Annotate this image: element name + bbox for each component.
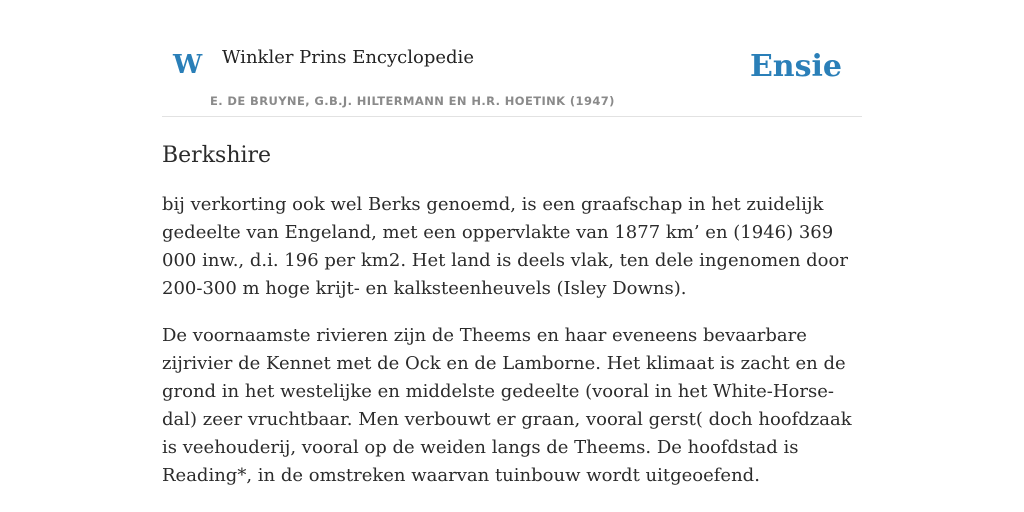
- page-container: [162, 0, 862, 490]
- publication-header: [162, 0, 862, 117]
- ensie-brand-link[interactable]: Ensie: [749, 49, 842, 84]
- article-title: Berkshire: [162, 143, 272, 168]
- article-paragraph-1: bij verkorting ook wel Berks genoemd, is een graafschap in het zuidelijk gedeelte van Engeland, met een oppervlakte van 1877 km’ en (1946) 369 000 inw., d.i. 196 per km2. Het land is deels vlak, ten dele ingenomen door 200-300 m hoge krijt- en kalksteenheuvels (Isley Downs).: [162, 194, 848, 300]
- publication-title[interactable]: Winkler Prins Encyclopedie: [222, 47, 474, 68]
- winkler-prins-logo[interactable]: W: [173, 50, 203, 80]
- article-paragraph-2: De voornaamste rivieren zijn de Theems en haar eveneens bevaarbare zijrivier de Kennet met de Ock en de Lamborne. Het klimaat is zacht en de grond in het westelijke en middelste gedeelte (vooral in het White-Horse-dal) zeer vruchtbaar. Men verbouwt er graan, vooral gerst( doch hoofdzaak is veehouderij, vooral op de weiden langs de Theems. De hoofdstad is Reading*, in de omstreken waarvan tuinbouw wordt uitgeoefend.: [162, 325, 852, 487]
- publication-authors: E. DE BRUYNE, G.B.J. HILTERMANN EN H.R. HOETINK (1947): [210, 94, 615, 108]
